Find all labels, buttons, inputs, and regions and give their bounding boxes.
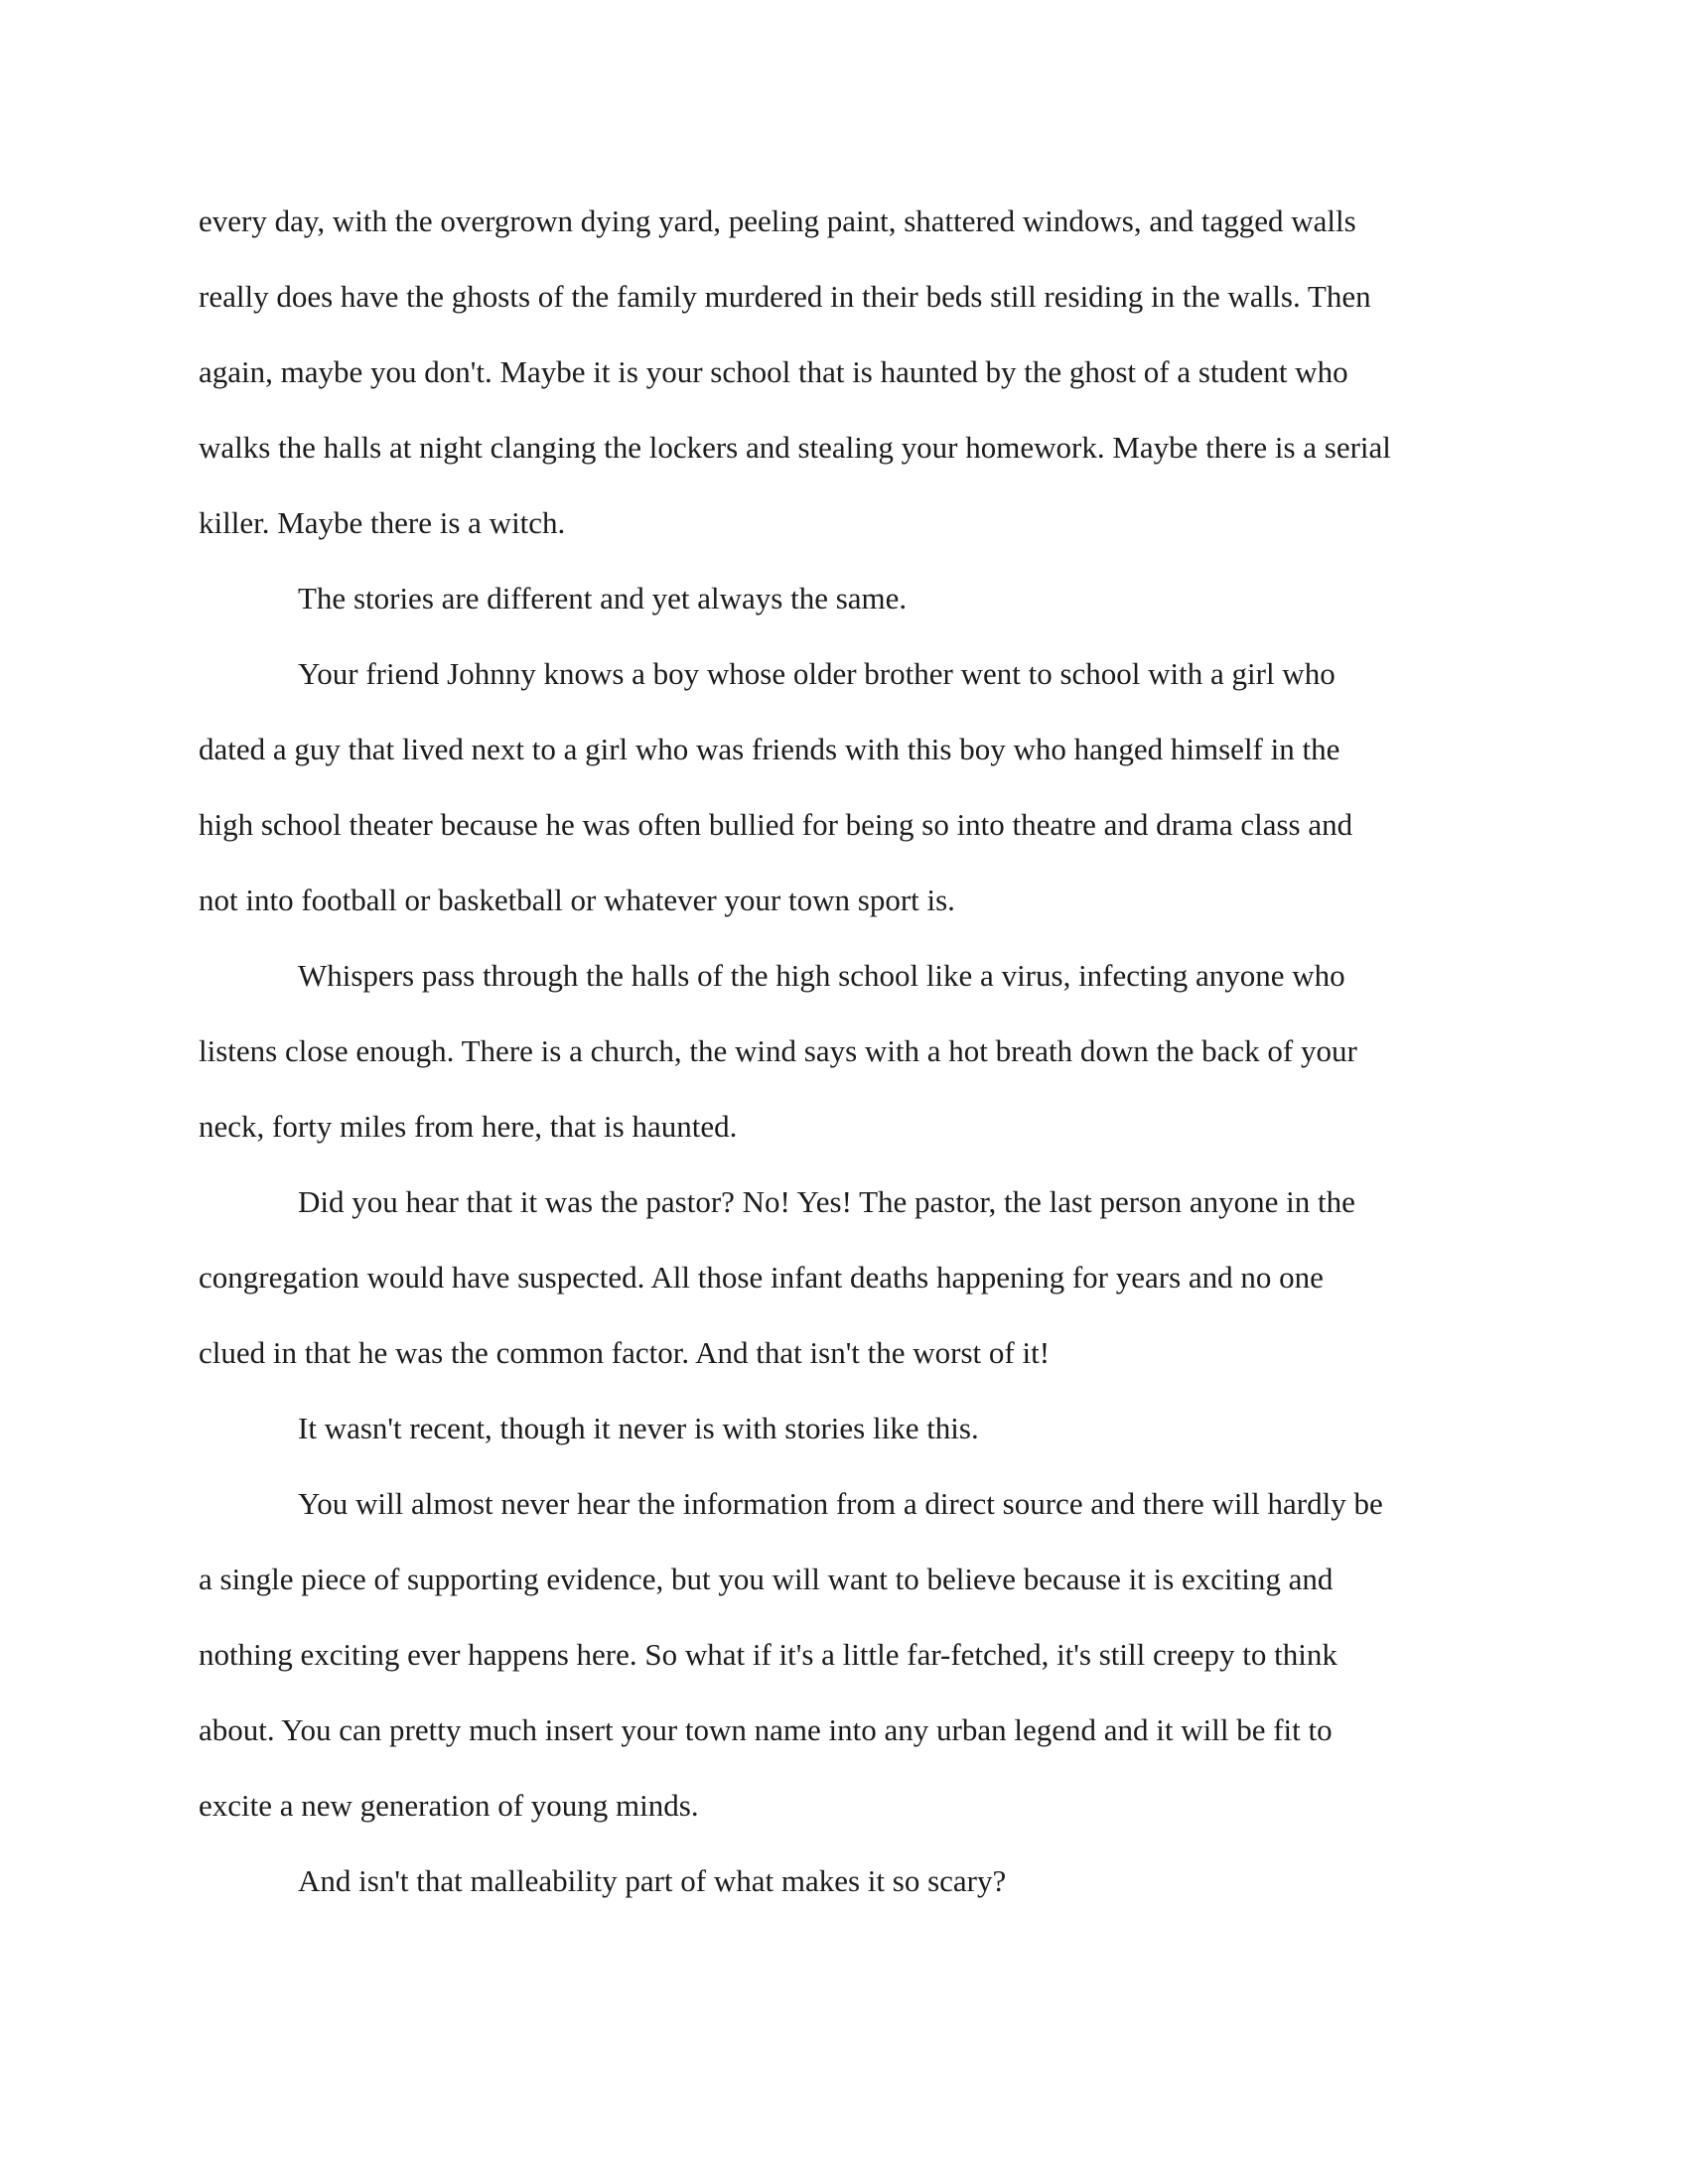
paragraph bbox=[199, 1466, 1489, 1843]
text-line: really does have the ghosts of the family murdered in their beds still residing in the walls. Then bbox=[199, 279, 1371, 314]
text-line: neck, forty miles from here, that is haunted. bbox=[199, 1109, 738, 1144]
text-line: excite a new generation of young minds. bbox=[199, 1788, 699, 1823]
paragraph bbox=[199, 1843, 1489, 1919]
text-line: Your friend Johnny knows a boy whose older brother went to school with a girl who bbox=[298, 656, 1336, 691]
text-line: every day, with the overgrown dying yard, peeling paint, shattered windows, and tagged walls bbox=[199, 204, 1356, 238]
text-line: Whispers pass through the halls of the high school like a virus, infecting anyone who bbox=[298, 958, 1345, 993]
paragraph bbox=[199, 636, 1489, 938]
text-line: dated a guy that lived next to a girl who was friends with this boy who hanged himself in the bbox=[199, 732, 1340, 766]
text-line: congregation would have suspected. All those infant deaths happening for years and no one bbox=[199, 1260, 1324, 1295]
text-line: walks the halls at night clanging the lockers and stealing your homework. Maybe there is a serial bbox=[199, 430, 1391, 465]
text-line: listens close enough. There is a church, the wind says with a hot breath down the back of your bbox=[199, 1033, 1357, 1068]
paragraph bbox=[199, 561, 1489, 636]
text-line: clued in that he was the common factor. And that isn't the worst of it! bbox=[199, 1335, 1051, 1370]
paragraph bbox=[199, 938, 1489, 1164]
text-line: high school theater because he was often bullied for being so into theatre and drama class and bbox=[199, 807, 1353, 842]
paragraph bbox=[199, 184, 1489, 561]
text-line: It wasn't recent, though it never is with stories like this. bbox=[298, 1411, 979, 1445]
text-line: Did you hear that it was the pastor? No! Yes! The pastor, the last person anyone in the bbox=[298, 1184, 1355, 1219]
text-line: not into football or basketball or whatever your town sport is. bbox=[199, 883, 955, 917]
text-line: And isn't that malleability part of what makes it so scary? bbox=[298, 1863, 1007, 1898]
text-line: about. You can pretty much insert your town name into any urban legend and it will be fit to bbox=[199, 1712, 1333, 1747]
body-text bbox=[199, 184, 1489, 1919]
text-line: You will almost never hear the information from a direct source and there will hardly be bbox=[298, 1486, 1383, 1521]
text-line: killer. Maybe there is a witch. bbox=[199, 505, 566, 540]
text-line: a single piece of supporting evidence, but you will want to believe because it is exciting and bbox=[199, 1562, 1334, 1596]
text-line: again, maybe you don't. Maybe it is your school that is haunted by the ghost of a student who bbox=[199, 354, 1348, 389]
text-line: nothing exciting ever happens here. So what if it's a little far-fetched, it's still creepy to think bbox=[199, 1637, 1337, 1672]
paragraph bbox=[199, 1391, 1489, 1466]
paragraph bbox=[199, 1164, 1489, 1391]
text-line: The stories are different and yet always the same. bbox=[298, 581, 908, 615]
